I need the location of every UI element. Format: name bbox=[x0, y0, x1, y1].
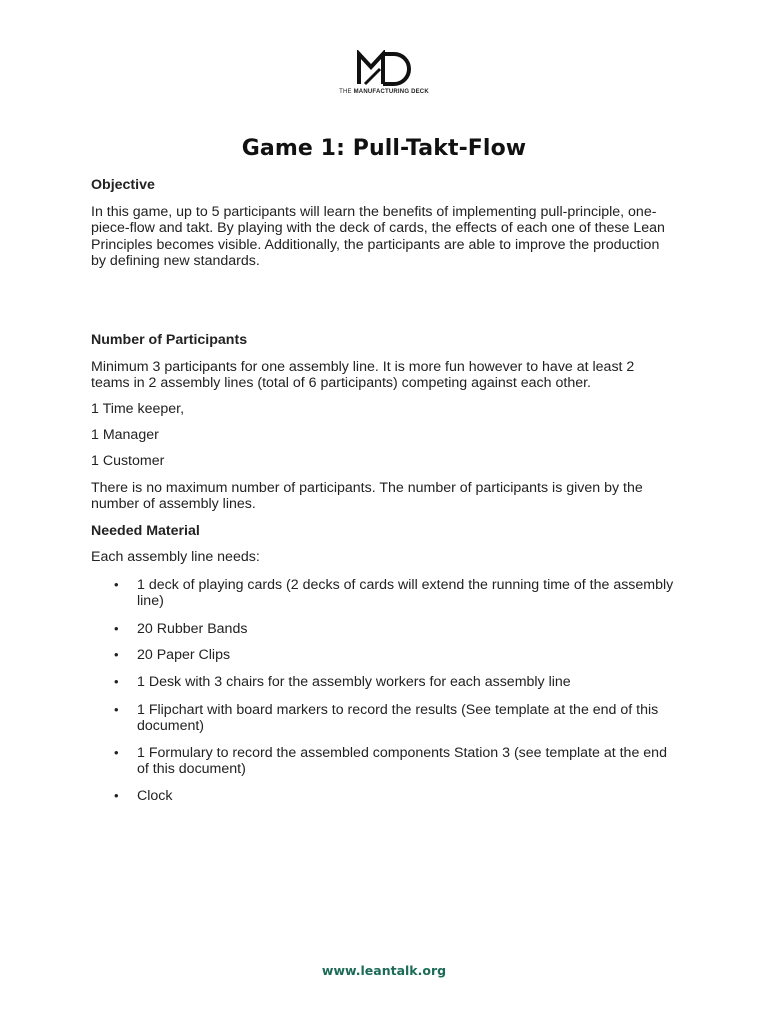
participants-note: There is no maximum number of participants. The number of participants is given by the number of assembly lines. bbox=[91, 480, 643, 513]
list-item-text: 1 deck of playing cards (2 decks of cards will extend the running time of the assembly line) bbox=[137, 577, 674, 610]
list-item-text: 1 Flipchart with board markers to record the results (See template at the end of this document) bbox=[137, 702, 659, 735]
md-monogram-icon bbox=[356, 50, 412, 86]
footer-website-link[interactable]: www.leantalk.org bbox=[321, 963, 447, 978]
manufacturing-deck-logo bbox=[324, 50, 444, 100]
role-manager: 1 Manager bbox=[91, 427, 159, 443]
logo-tagline bbox=[324, 89, 444, 95]
page-title: Game 1: Pull-Takt-Flow bbox=[241, 136, 527, 161]
list-item-text: 20 Rubber Bands bbox=[137, 621, 248, 637]
list-item-text: Clock bbox=[137, 788, 173, 804]
objective-paragraph: In this game, up to 5 participants will learn the benefits of implementing pull-principle, one-piece-flow and takt. By playing with the deck of cards, the effects of each one of these Lean Principles becomes visible. Additionally, the participants are able to improve the production by defining new standards. bbox=[91, 204, 665, 269]
list-item-text: 1 Desk with 3 chairs for the assembly workers for each assembly line bbox=[137, 674, 571, 690]
bullet-icon: • bbox=[114, 788, 119, 803]
role-time-keeper: 1 Time keeper, bbox=[91, 401, 185, 417]
objective-heading: Objective bbox=[91, 177, 155, 193]
logo-tagline-brand: MANUFACTURING DECK bbox=[353, 89, 429, 95]
list-item-text: 20 Paper Clips bbox=[137, 647, 231, 663]
bullet-icon: • bbox=[114, 577, 119, 592]
bullet-icon: • bbox=[114, 621, 119, 636]
material-heading: Needed Material bbox=[91, 523, 200, 539]
material-intro: Each assembly line needs: bbox=[91, 549, 260, 565]
role-customer: 1 Customer bbox=[91, 453, 165, 469]
bullet-icon: • bbox=[114, 674, 119, 689]
participants-intro: Minimum 3 participants for one assembly line. It is more fun however to have at least 2 teams in 2 assembly lines (total of 6 participants) competing against each other. bbox=[91, 359, 635, 392]
bullet-icon: • bbox=[114, 745, 119, 760]
bullet-icon: • bbox=[114, 647, 119, 662]
bullet-icon: • bbox=[114, 702, 119, 717]
list-item-text: 1 Formulary to record the assembled components Station 3 (see template at the end of this document) bbox=[137, 745, 667, 778]
logo-tagline-prefix: THE bbox=[339, 89, 352, 95]
participants-heading: Number of Participants bbox=[91, 332, 248, 348]
